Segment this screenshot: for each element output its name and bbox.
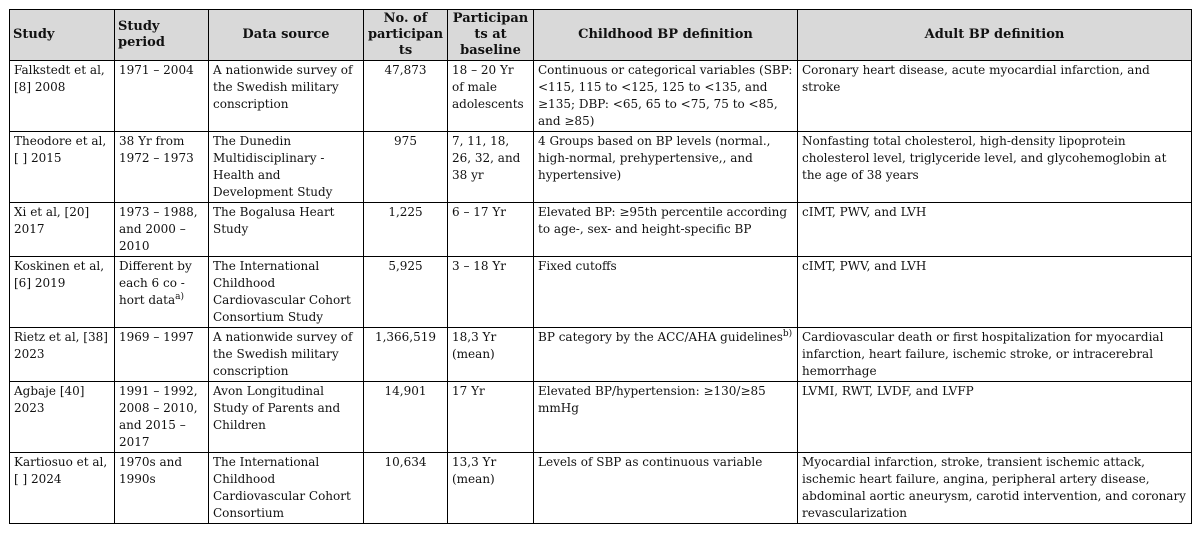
cell-childhood-bp: Levels of SBP as continuous variable bbox=[534, 453, 798, 524]
header-data-source: Data source bbox=[209, 10, 364, 61]
cell-study: Kartiosuo et al, [ ] 2024 bbox=[10, 453, 115, 524]
cell-period bbox=[115, 257, 209, 328]
cell-childhood-bp: Elevated BP: ≥95th percentile according to age-, sex- and height-specific BP bbox=[534, 203, 798, 257]
cell-period: 38 Yr from 1972 – 1973 bbox=[115, 132, 209, 203]
cell-adult-bp: Myocardial infarction, stroke, transient ischemic attack, ischemic heart failure, angina, peripheral artery disease, abdominal aortic aneurysm, carotid intervention, and coronary revascularization bbox=[798, 453, 1192, 524]
table-row bbox=[10, 203, 1192, 257]
study-table bbox=[9, 9, 1192, 524]
table-row bbox=[10, 257, 1192, 328]
cell-baseline: 18 – 20 Yr of male adolescents bbox=[448, 61, 534, 132]
table-row bbox=[10, 453, 1192, 524]
cell-participants: 975 bbox=[364, 132, 448, 203]
cell-period: 1969 – 1997 bbox=[115, 328, 209, 382]
cell-source: The International Childhood Cardiovascular Cohort Consortium Study bbox=[209, 257, 364, 328]
cell-source: The Bogalusa Heart Study bbox=[209, 203, 364, 257]
cell-participants: 47,873 bbox=[364, 61, 448, 132]
header-study: Study bbox=[10, 10, 115, 61]
cell-baseline: 13,3 Yr (mean) bbox=[448, 453, 534, 524]
header-study-period: Study period bbox=[115, 10, 209, 61]
cell-childhood-bp bbox=[534, 328, 798, 382]
table-row bbox=[10, 382, 1192, 453]
cell-study: Xi et al, [20] 2017 bbox=[10, 203, 115, 257]
cell-source: The Dunedin Multidisciplinary - Health and Development Study bbox=[209, 132, 364, 203]
cell-baseline: 7, 11, 18, 26, 32, and 38 yr bbox=[448, 132, 534, 203]
cell-participants: 10,634 bbox=[364, 453, 448, 524]
cell-study: Theodore et al, [ ] 2015 bbox=[10, 132, 115, 203]
table-row bbox=[10, 328, 1192, 382]
cell-participants: 14,901 bbox=[364, 382, 448, 453]
cell-participants: 1,225 bbox=[364, 203, 448, 257]
cell-baseline: 3 – 18 Yr bbox=[448, 257, 534, 328]
table-row bbox=[10, 61, 1192, 132]
table-row bbox=[10, 132, 1192, 203]
cell-study: Koskinen et al, [6] 2019 bbox=[10, 257, 115, 328]
header-adult-bp: Adult BP definition bbox=[798, 10, 1192, 61]
cell-source: The International Childhood Cardiovascular Cohort Consortium bbox=[209, 453, 364, 524]
header-row bbox=[10, 10, 1192, 61]
footnote-marker: b) bbox=[782, 329, 793, 339]
cell-childhood-bp: 4 Groups based on BP levels (normal., high-normal, prehypertensive,, and hypertensive) bbox=[534, 132, 798, 203]
cell-period: 1991 – 1992, 2008 – 2010, and 2015 – 2017 bbox=[115, 382, 209, 453]
cell-childhood-bp: Elevated BP/hypertension: ≥130/≥85 mmHg bbox=[534, 382, 798, 453]
childhood-bp-text: BP category by the ACC/AHA guidelines bbox=[538, 330, 783, 344]
cell-baseline: 6 – 17 Yr bbox=[448, 203, 534, 257]
cell-baseline: 17 Yr bbox=[448, 382, 534, 453]
period-text: Different by each 6 co - hort data bbox=[119, 259, 192, 307]
cell-participants: 5,925 bbox=[364, 257, 448, 328]
cell-adult-bp: cIMT, PWV, and LVH bbox=[798, 203, 1192, 257]
cell-baseline: 18,3 Yr (mean) bbox=[448, 328, 534, 382]
cell-adult-bp: Coronary heart disease, acute myocardial infarction, and stroke bbox=[798, 61, 1192, 132]
footnote-marker: a) bbox=[175, 292, 185, 302]
cell-source: Avon Longitudinal Study of Parents and Children bbox=[209, 382, 364, 453]
cell-source: A nationwide survey of the Swedish military conscription bbox=[209, 328, 364, 382]
header-childhood-bp: Childhood BP definition bbox=[534, 10, 798, 61]
cell-adult-bp: cIMT, PWV, and LVH bbox=[798, 257, 1192, 328]
cell-period: 1970s and 1990s bbox=[115, 453, 209, 524]
cell-study: Agbaje [40] 2023 bbox=[10, 382, 115, 453]
header-baseline: Participants at baseline bbox=[448, 10, 534, 61]
cell-source: A nationwide survey of the Swedish military conscription bbox=[209, 61, 364, 132]
cell-study: Rietz et al, [38] 2023 bbox=[10, 328, 115, 382]
cell-participants: 1,366,519 bbox=[364, 328, 448, 382]
cell-childhood-bp: Continuous or categorical variables (SBP: <115, 115 to <125, 125 to <135, and ≥135; DBP: <65, 65 to <75, 75 to <85, and ≥85) bbox=[534, 61, 798, 132]
cell-adult-bp: LVMI, RWT, LVDF, and LVFP bbox=[798, 382, 1192, 453]
cell-adult-bp: Nonfasting total cholesterol, high-density lipoprotein cholesterol level, triglyceride level, and glycohemoglobin at the age of 38 years bbox=[798, 132, 1192, 203]
cell-period: 1971 – 2004 bbox=[115, 61, 209, 132]
cell-period: 1973 – 1988, and 2000 – 2010 bbox=[115, 203, 209, 257]
cell-adult-bp: Cardiovascular death or first hospitalization for myocardial infarction, heart failure, ischemic stroke, or intracerebral hemorrhage bbox=[798, 328, 1192, 382]
header-participants: No. of participants bbox=[364, 10, 448, 61]
cell-childhood-bp: Fixed cutoffs bbox=[534, 257, 798, 328]
cell-study: Falkstedt et al, [8] 2008 bbox=[10, 61, 115, 132]
